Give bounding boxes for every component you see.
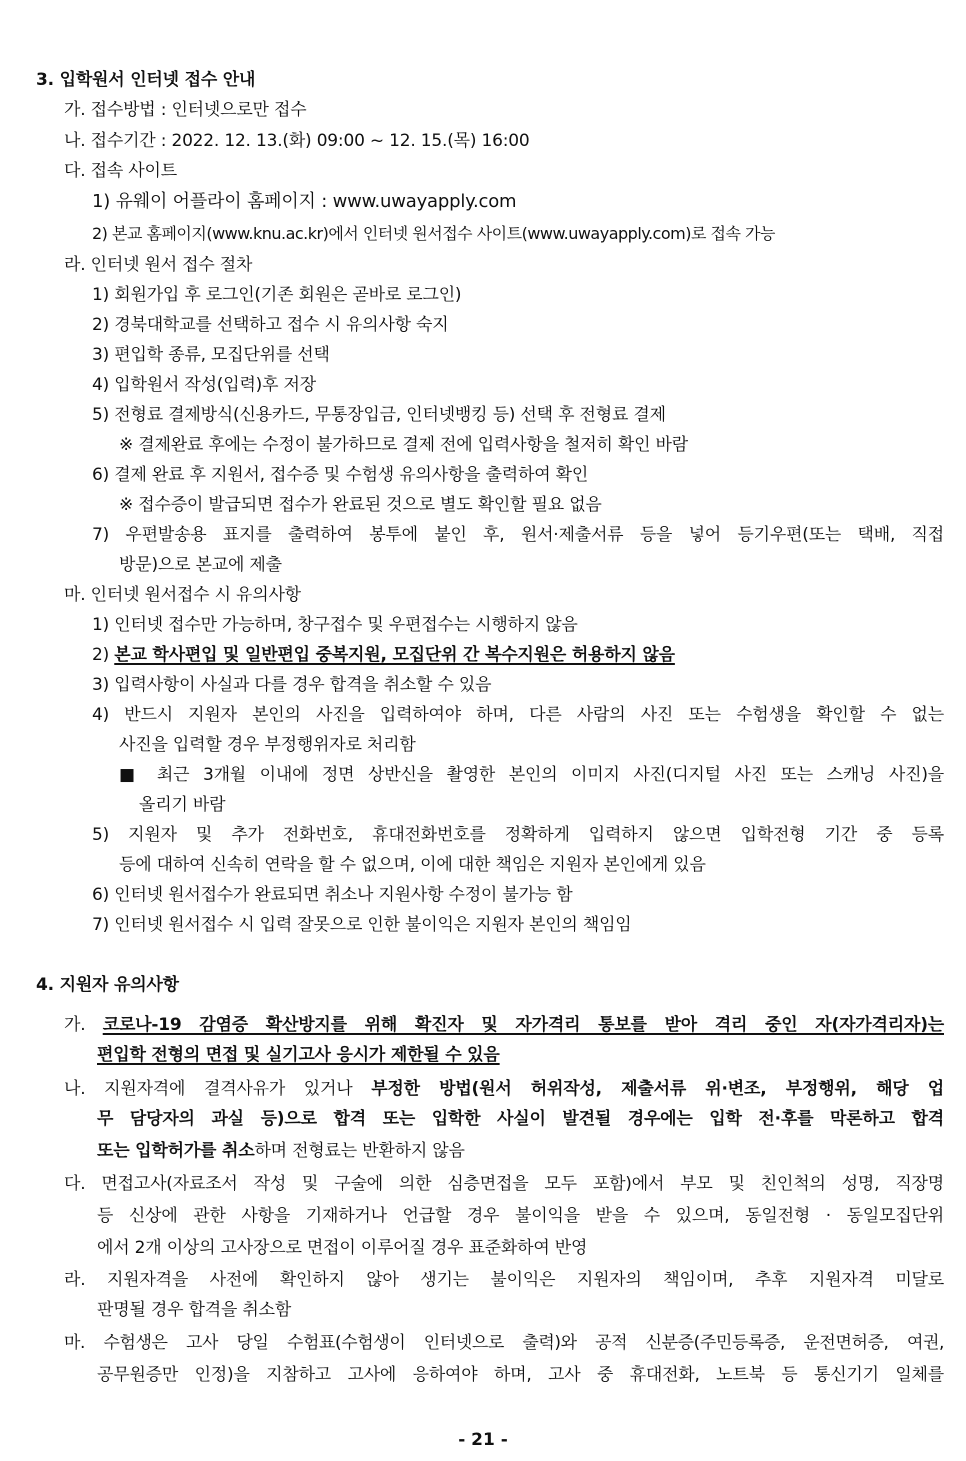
section-4-na-emphasis-3: 또는 입학허가를 취소	[97, 1141, 255, 1161]
section-3-ra-6: 6) 결제 완료 후 지원서, 접수증 및 수험생 유의사항을 출력하여 확인	[92, 465, 589, 485]
section-4-ma-line1: 마. 수험생은 고사 당일 수험표(수험생이 인터넷으로 출력)와 공적 신분증(주민등록증, 운전면허증, 여권,	[64, 1333, 944, 1353]
section-4-ga-emphasis-1: 코로나-19 감염증 확산방지를 위해 확진자 및 자가격리 통보를 받아 격리 중인 자(자가격리자)는	[102, 1015, 944, 1035]
section-3-ma-4-line2: 사진을 입력할 경우 부정행위자로 처리함	[119, 735, 416, 755]
section-3-ma-3: 3) 입력사항이 사실과 다를 경우 합격을 취소할 수 있음	[92, 675, 492, 695]
section-3-ma-5-line2: 등에 대하여 신속히 연락을 할 수 없으며, 이에 대한 책임은 지원자 본인에게 있음	[119, 855, 706, 875]
section-4-da-line2: 등 신상에 관한 사항을 기재하거나 언급할 경우 불이익을 받을 수 있으며, 동일전형 · 동일모집단위	[97, 1206, 944, 1226]
section-4-na-emphasis-1: 부정한 방법(원서 허위작성, 제출서류 위·변조, 부정행위, 해당 업	[371, 1079, 944, 1099]
section-3-ra-5-note: ※ 결제완료 후에는 수정이 불가하므로 결제 전에 입력사항을 철저히 확인 바람	[119, 435, 688, 455]
section-3-ma-7: 7) 인터넷 원서접수 시 입력 잘못으로 인한 불이익은 지원자 본인의 책임임	[92, 915, 632, 935]
section-3-ma-2-prefix: 2)	[92, 645, 115, 665]
section-3-item-na: 나. 접수기간 : 2022. 12. 13.(화) 09:00 ~ 12. 15.(목) 16:00	[64, 131, 530, 151]
section-4-na-line3	[97, 1139, 465, 1163]
section-4-na-emphasis-2: 무 담당자의 과실 등)으로 합격 또는 입학한 사실이 발견될 경우에는 입학 전·후를 막론하고 합격	[97, 1109, 944, 1129]
section-3-ma-5-line1: 5) 지원자 및 추가 전화번호, 휴대전화번호를 정확하게 입력하지 않으면 입학전형 기간 중 등록	[92, 825, 944, 845]
section-4-ma-line2: 공무원증만 인정)을 지참하고 고사에 응하여야 하며, 고사 중 휴대전화, 노트북 등 통신기기 일체를	[97, 1365, 944, 1385]
section-3-ra-7-line1: 7) 우편발송용 표지를 출력하여 봉투에 붙인 후, 원서·제출서류 등을 넣어 등기우편(또는 택배, 직접	[92, 525, 944, 545]
section-3-ra-5: 5) 전형료 결제방식(신용카드, 무통장입금, 인터넷뱅킹 등) 선택 후 전형료 결제	[92, 405, 666, 425]
section-4-da-line1: 다. 면접고사(자료조서 작성 및 구술에 의한 심층면접을 모두 포함)에서 부모 및 친인척의 성명, 직장명	[64, 1174, 944, 1194]
section-4-ra-line2: 판명될 경우 합격을 취소함	[97, 1300, 292, 1320]
section-3-item-da: 다. 접속 사이트	[64, 161, 177, 181]
section-3-ra-1: 1) 회원가입 후 로그인(기존 회원은 곧바로 로그인)	[92, 285, 462, 305]
section-3-ra-6-note: ※ 접수증이 발급되면 접수가 완료된 것으로 별도 확인할 필요 없음	[119, 495, 602, 515]
section-4-ga-emphasis-2: 편입학 전형의 면접 및 실기고사 응시가 제한될 수 있음	[97, 1045, 500, 1065]
section-3-item-ma: 마. 인터넷 원서접수 시 유의사항	[64, 585, 301, 605]
section-3-ma-4-bullet-line2: 올리기 바람	[139, 795, 226, 815]
section-4-da-line3: 에서 2개 이상의 고사장으로 면접이 이루어질 경우 표준화하여 반영	[97, 1238, 588, 1258]
section-3-ma-1: 1) 인터넷 접수만 가능하며, 창구접수 및 우편접수는 시행하지 않음	[92, 615, 578, 635]
section-4-na-tail: 하며 전형료는 반환하지 않음	[254, 1141, 465, 1161]
section-3-ra-7-line2: 방문)으로 본교에 제출	[119, 555, 282, 575]
section-4-ra-line1: 라. 지원자격을 사전에 확인하지 않아 생기는 불이익은 지원자의 책임이며, 추후 지원자격 미달로	[64, 1270, 944, 1290]
section-4-ga-prefix: 가.	[64, 1015, 103, 1035]
section-3-ra-4: 4) 입학원서 작성(입력)후 저장	[92, 375, 316, 395]
section-3-da-2: 2) 본교 홈페이지(www.knu.ac.kr)에서 인터넷 원서접수 사이트(www.uwayapply.com)로 접속 가능	[92, 224, 775, 243]
section-3-ma-4-line1: 4) 반드시 지원자 본인의 사진을 입력하여야 하며, 다른 사람의 사진 또는 수험생을 확인할 수 없는	[92, 705, 944, 725]
section-3-ma-6: 6) 인터넷 원서접수가 완료되면 취소나 지원사항 수정이 불가능 함	[92, 885, 573, 905]
section-4-na-prefix: 나. 지원자격에 결격사유가 있거나	[64, 1079, 372, 1099]
section-4-title: 4. 지원자 유의사항	[36, 975, 179, 995]
section-4-na-line1	[64, 1077, 944, 1101]
section-4-ga-line1	[64, 1013, 944, 1037]
section-3-da-1: 1) 유웨이 어플라이 홈페이지 : www.uwayapply.com	[92, 191, 517, 212]
section-3-ma-2	[92, 643, 675, 667]
section-3-item-ga: 가. 접수방법 : 인터넷으로만 접수	[64, 100, 307, 120]
page-number: - 21 -	[458, 1430, 508, 1450]
section-3-ma-2-emphasis: 본교 학사편입 및 일반편입 중복지원, 모집단위 간 복수지원은 허용하지 않음	[114, 645, 675, 665]
section-3-title: 3. 입학원서 인터넷 접수 안내	[36, 70, 256, 90]
section-3-ma-4-bullet-line1: ■ 최근 3개월 이내에 정면 상반신을 촬영한 본인의 이미지 사진(디지털 사진 또는 스캐닝 사진)을	[119, 765, 944, 785]
section-3-item-ra: 라. 인터넷 원서 접수 절차	[64, 255, 253, 275]
section-3-ra-2: 2) 경북대학교를 선택하고 접수 시 유의사항 숙지	[92, 315, 449, 335]
section-3-ra-3: 3) 편입학 종류, 모집단위를 선택	[92, 345, 330, 365]
